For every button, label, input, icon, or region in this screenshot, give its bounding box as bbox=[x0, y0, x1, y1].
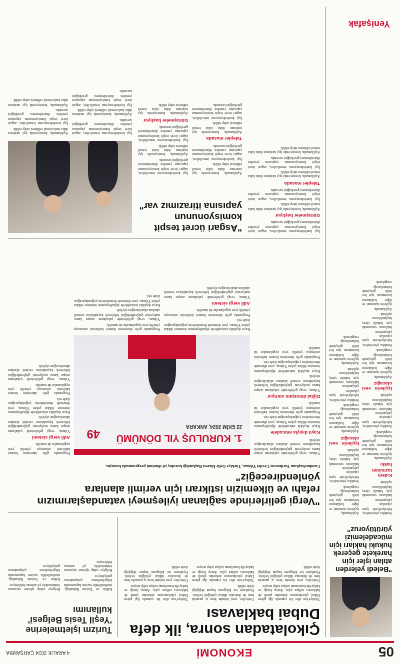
right-article-subhead: Kıdem tazminatı hakkı bbox=[372, 462, 392, 478]
main-article-paragraph: Yılmaz, vergi gelirlerinde yakalanan artışın kamu maliyesini güçlendirdiğini belirterek kaynakların verimli alanlara aktarılacağını söyledi. bbox=[254, 437, 320, 455]
side-article-paragraph: Kültür ve Turizm Bakanlığı, sürdürülebilir turizm kapsamında belgelendirme çalışmalarını genişletiyor. bbox=[64, 573, 112, 591]
main-article-col-1 bbox=[254, 245, 320, 455]
side-article-col-2 bbox=[8, 517, 60, 591]
top-article-paragraph: Türkiye'nin dört bir yanında ilgi gören Dubai çikolatasının ardından şimdi de baklavası raflara çıktı. Antep fıstığı ve kadayıfla hazırlanan tatlıya talep artıyor. bbox=[192, 565, 254, 583]
top-article-paragraph: Üreticiler, yeni ürünün hem iç pazarda hem de ihracatta dikkat çektiğini belirtti. Fiyatların ise kilogram başına değiştiği ifade edildi. bbox=[192, 583, 254, 601]
side-headline: Turizm işletmelerine 'Yeşil Tesis Belgesi' kullanımı bbox=[25, 605, 112, 635]
section-title: EKONOMİ bbox=[196, 646, 253, 658]
main-article-paragraph: Kayıt dışılıkla mücadelede dijitalleşmenin önemine dikkat çeken Yılmaz, yeni dönemde denetimlerin yoğunlaşacağını ifade etti. bbox=[254, 415, 320, 429]
bottom-article-paragraph: Açıklamada, komisyonda işçi tarafının daha fazla temsil edilmesi talep edildi. bbox=[8, 98, 68, 107]
person-figure bbox=[36, 141, 70, 197]
top-article-paragraph: Türkiye'nin dört bir yanında ilgi gören Dubai çikolatasının ardından şimdi de baklavası raflara çıktı. Antep fıstığı ve kadayıfla hazırlanan tatlıya talep artıyor. bbox=[124, 583, 188, 601]
banner-number: 49 bbox=[86, 427, 100, 441]
column-divider bbox=[325, 7, 326, 637]
banner-subtitle: 22 EKİM 2024, ANKARA bbox=[185, 423, 242, 429]
right-article-paragraph: Sendika yöneticileri, belediyelerde işten çıkarılan çalışanların haklarını savunmak için hukuki süreç başlattıklarını açıkladı. bbox=[362, 480, 392, 515]
bottom-article-subhead: Talepler masada bbox=[284, 180, 320, 186]
right-article-paragraph: Açıklamada, işçilerin tazminat ve diğer haklarının korunması için her türlü girişimde bulunulacağı vurgulandı. bbox=[329, 334, 359, 366]
bottom-article-photo bbox=[8, 141, 132, 233]
section-divider bbox=[8, 512, 320, 513]
person-face bbox=[44, 195, 62, 213]
lectern bbox=[128, 335, 196, 359]
bottom-article-paragraph: Açıklamada, komisyonda işçi tarafının daha fazla temsil edilmesi talep edildi. bbox=[72, 107, 132, 117]
top-article-col-2 bbox=[192, 521, 254, 601]
right-article-paragraph: Açıklamada, işçilerin tazminat ve diğer haklarının korunması için her türlü girişimde bulunulacağı vurgulandı. bbox=[362, 348, 392, 379]
main-headline: "Vergi gelirlerinde sağlanan iyileşmeyi vatandaşlarımızın refahı ve ülkemizin istikrarı için verimli alanlara yönlendireceğiz" bbox=[37, 471, 320, 507]
bottom-article-paragraph: İşçi konfederasyonu temsilcileri, asgari ücret tespit komisyonunun yapısının yeniden düzenlenmesi gerektiğini savundu. bbox=[248, 155, 320, 169]
bottom-article-paragraph: Açıklamada, komisyonda işçi tarafının daha fazla temsil edilmesi talep edildi. bbox=[192, 121, 242, 134]
main-article-col-2 bbox=[164, 245, 250, 331]
bottom-article-paragraph: Açıklamada, komisyonda işçi tarafının daha fazla temsil edilmesi talep edildi. bbox=[138, 102, 188, 116]
top-article-paragraph: Üreticiler, yeni ürünün hem iç pazarda hem de ihracatta dikkat çektiğini belirtti. Fiyatların ise kilogram başına değiştiği ifade edildi. bbox=[258, 565, 320, 583]
main-article-subhead: Kayıt dışıyla mücadele bbox=[270, 430, 320, 436]
bottom-article-subhead: Görüşmeler başlıyor bbox=[275, 212, 320, 218]
person-figure bbox=[88, 141, 118, 193]
person-figure bbox=[342, 577, 380, 611]
bottom-article-paragraph: İşçi konfederasyonu temsilcileri, asgari ücret tespit komisyonunun yapısının yeniden düzenlenmesi gerektiğini savundu. bbox=[248, 187, 320, 201]
right-article-paragraph: Açıklamada, işçilerin tazminat ve diğer haklarının korunması için her türlü girişimde bulunulacağı vurgulandı. bbox=[329, 403, 359, 434]
main-article-paragraph: Yılmaz, vergi gelirlerinde yakalanan artışın kamu maliyesini güçlendirdiğini belirterek kaynakların verimli alanlara aktarılacağını söyledi. bbox=[8, 363, 70, 382]
bottom-article-paragraph: İşçi konfederasyonu temsilcileri, asgari ücret tespit komisyonunun yapısının yeniden düzenlenmesi gerektiğini savundu. bbox=[248, 220, 320, 233]
top-headline: Çıkolatadan sonra, ilk defa Dubai baklavası bbox=[129, 605, 320, 638]
main-article-paragraph: Programda gelir idaresinin hizmet kalitesini artırmaya yönelik yeni uygulamalar da tanıtıldı. bbox=[8, 442, 70, 455]
right-article-col-1 bbox=[362, 45, 392, 515]
main-article-paragraph: Yılmaz, vergi gelirlerinde yakalanan artışın kamu maliyesini güçlendirdiğini belirterek kaynakların verimli alanlara aktarılacağını söyledi. bbox=[164, 285, 250, 299]
top-article-col-3 bbox=[124, 521, 188, 601]
main-article-paragraph: Programda gelir idaresinin hizmet kalitesini artırmaya yönelik yeni uygulamalar da tanıtıldı. bbox=[8, 382, 70, 396]
main-article-paragraph: Yılmaz, vergi gelirlerinde yakalanan artışın kamu maliyesini güçlendirdiğini belirterek kaynakların verimli alanlara aktarılacağını söyledi. bbox=[8, 415, 70, 433]
bottom-article-subhead: Görüşmeler başlıyor bbox=[143, 117, 188, 123]
page-number: 05 bbox=[378, 644, 394, 660]
bottom-article-col-5 bbox=[8, 7, 68, 135]
bottom-article-col-1 bbox=[248, 7, 320, 233]
bottom-article-col-4 bbox=[72, 7, 132, 135]
section-divider bbox=[8, 238, 320, 239]
main-article-subhead: Dijital dönüşüm sürüyor bbox=[267, 393, 320, 399]
main-article-paragraph: Programda gelir idaresinin hizmet kalitesini artırmaya yönelik yeni uygulamalar da tanıtıldı. bbox=[254, 401, 320, 414]
bottom-article-paragraph: İşçi konfederasyonu temsilcileri, asgari ücret tespit komisyonunun yapısının yeniden düzenlenmesi gerektiğini savundu. bbox=[138, 124, 188, 143]
main-article-paragraph: Yılmaz, vergi gelirlerinde yakalanan artışın kamu maliyesini güçlendirdiğini belirterek kaynakların verimli alanlara aktarılacağını söyledi. bbox=[254, 374, 320, 392]
right-headline: "Beledi yelerden atılan işler için harekete geçerek hukuki hakları için mücadelemizi yürütüyoruz" bbox=[329, 525, 392, 574]
side-article-paragraph: Kültür ve Turizm Bakanlığı, sürdürülebilir turizm kapsamında belgelendirme çalışmalarını genişletiyor. bbox=[8, 563, 60, 582]
column-divider bbox=[117, 517, 118, 637]
bottom-article-paragraph: İşçi konfederasyonu temsilcileri, asgari ücret tespit komisyonunun yapısının yeniden düzenlenmesi gerektiğini savundu. bbox=[138, 157, 188, 175]
page-header bbox=[6, 641, 394, 661]
banner-title: 1. KURULUŞ YIL DÖNÜMÜ bbox=[116, 432, 242, 443]
brand-logo: Yenişafak bbox=[348, 19, 390, 29]
top-article-paragraph: Türkiye'nin dört bir yanında ilgi gören Dubai çikolatasının ardından şimdi de baklavası raflara çıktı. Antep fıstığı ve kadayıfla hazırlanan tatlıya talep artıyor. bbox=[258, 583, 320, 601]
bottom-article-paragraph: İşçi konfederasyonu temsilcileri, asgari ücret tespit komisyonunun yapısının yeniden düzenlenmesi gerektiğini savundu. bbox=[192, 143, 242, 161]
bottom-article-paragraph: İşçi konfederasyonu temsilcileri, asgari ücret tespit komisyonunun yapısının yeniden düzenlenmesi gerektiğini savundu. bbox=[192, 102, 242, 120]
bottom-article-paragraph: Açıklamada, komisyonda işçi tarafının daha fazla temsil edilmesi talep edildi. bbox=[138, 143, 188, 157]
side-article-paragraph: Belgeye sahip işletme sayısının önümüzdeki yıl artması bekleniyor. bbox=[64, 559, 112, 573]
bottom-article-paragraph: Açıklamada, komisyonda işçi tarafının daha fazla temsil edilmesi talep edildi. bbox=[248, 202, 320, 211]
speaker-face bbox=[154, 393, 170, 411]
issue-date: 4 ARALIK 2024 ÇARŞAMBA bbox=[6, 649, 70, 655]
main-article-paragraph: Kayıt dışılıkla mücadelede dijitalleşmenin önemine dikkat çeken Yılmaz, yeni dönemde denetimlerin yoğunlaşacağını ifade etti. bbox=[74, 294, 160, 307]
right-article-paragraph: Açıklamada, işçilerin tazminat ve diğer haklarının korunması için her türlü girişimde bulunulacağı vurgulandı. bbox=[329, 484, 359, 515]
main-article-paragraph: Yılmaz, vergi gelirlerinde yakalanan artışın kamu maliyesini güçlendirdiğini belirterek kaynakların verimli alanlara aktarılacağını söyledi. bbox=[74, 308, 160, 322]
bottom-article-col-3 bbox=[138, 7, 188, 175]
bottom-article-paragraph: Açıklamada, komisyonda işçi tarafının daha fazla temsil edilmesi talep edildi. bbox=[192, 162, 242, 175]
person-face bbox=[352, 607, 370, 627]
portrait-photo bbox=[330, 577, 392, 637]
main-article-paragraph: Programda gelir idaresinin hizmet kalitesini artırmaya yönelik yeni uygulamalar da tanıtıldı. bbox=[164, 308, 250, 317]
bottom-article-col-2 bbox=[192, 7, 242, 175]
top-article-paragraph: Üreticiler, yeni ürünün hem iç pazarda hem de ihracatta dikkat çektiğini belirtti. Fiyatların ise kilogram başına değiştiği ifade edildi. bbox=[124, 565, 188, 583]
bottom-article-paragraph: Açıklamada, komisyonda işçi tarafının daha fazla temsil edilmesi talep edildi. bbox=[248, 169, 320, 179]
bottom-article-paragraph: İşçi konfederasyonu temsilcileri, asgari ücret tespit komisyonunun yapısının yeniden düzenlenmesi gerektiğini savundu. bbox=[72, 89, 132, 107]
bottom-headline: "Asgari ücret tespit komisyonunun yapısına itirazımız var" bbox=[139, 200, 242, 233]
right-article-paragraph: Sendika yöneticileri, belediyelerde işten çıkarılan çalışanların haklarını savunmak için hukuki süreç başlattıklarını açıkladı. bbox=[362, 393, 392, 429]
bottom-article-paragraph: Açıklamada, komisyonda işçi tarafının daha fazla temsil edilmesi talep edildi. bbox=[8, 126, 68, 135]
right-article-paragraph: Açıklamada, işçilerin tazminat ve diğer haklarının korunması için her türlü girişimde bulunulacağı vurgulandı. bbox=[362, 429, 392, 461]
person-face bbox=[96, 191, 112, 207]
bottom-article-subhead: Talepler masada bbox=[206, 136, 242, 142]
main-article-paragraph: Kayıt dışılıkla mücadelede dijitalleşmenin önemine dikkat çeken Yılmaz, yeni dönemde denetimlerin yoğunlaşacağını ifade etti. bbox=[254, 360, 320, 373]
main-article-paragraph: Programda gelir idaresinin hizmet kalitesini artırmaya yönelik yeni uygulamalar da tanıtıldı. bbox=[74, 322, 160, 331]
main-article-col-3 bbox=[74, 245, 160, 331]
bottom-article-paragraph: İşçi konfederasyonu temsilcileri, asgari ücret tespit komisyonunun yapısının yeniden düzenlenmesi gerektiğini savundu. bbox=[8, 107, 68, 126]
main-article-paragraph: Kayıt dışılıkla mücadelede dijitalleşmenin önemine dikkat çeken Yılmaz, yeni dönemde denetimlerin yoğunlaşacağını ifade etti. bbox=[164, 318, 250, 331]
main-article-paragraph: Programda gelir idaresinin hizmet kalitesini artırmaya yönelik yeni uygulamalar da tanıtıldı. bbox=[254, 345, 320, 359]
right-article-paragraph: Sendika yöneticileri, belediyelerde işten çıkarılan çalışanların haklarını savunmak için hukuki süreç başlattıklarını açıkladı. bbox=[329, 366, 359, 402]
side-article-col-1 bbox=[64, 517, 112, 591]
event-banner-photo bbox=[74, 335, 250, 455]
right-article-subhead: İşçilerin sesi olacağız bbox=[329, 435, 359, 446]
right-article-paragraph: Sendika yöneticileri, belediyelerde işten çıkarılan çalışanların haklarını savunmak için hukuki süreç başlattıklarını açıkladı. bbox=[362, 311, 392, 347]
right-article-col-2 bbox=[329, 45, 359, 515]
main-article-subhead: Adil vergi sistemi bbox=[31, 434, 70, 440]
banner-stripe bbox=[74, 449, 250, 455]
top-article-col-1 bbox=[258, 521, 320, 601]
main-deck: Cumhurbaşkanı Yardımcısı Cevdet Yılmaz, Türkiye Gelir İdaresi Başkanlığı kuruluş yıl dönümü programında konuştu. bbox=[105, 464, 320, 469]
main-article-paragraph: Kayıt dışılıkla mücadelede dijitalleşmenin önemine dikkat çeken Yılmaz, yeni dönemde denetimlerin yoğunlaşacağını ifade etti. bbox=[8, 396, 70, 414]
bottom-article-paragraph: İşçi konfederasyonu temsilcileri, asgari ücret tespit komisyonunun yapısının yeniden düzenlenmesi gerektiğini savundu. bbox=[72, 117, 132, 135]
right-article-subhead: İşçilerin sesi olacağız bbox=[362, 380, 392, 392]
main-article-subhead: Adil vergi sistemi bbox=[211, 300, 250, 306]
bottom-article-paragraph: Açıklamada, komisyonda işçi tarafının daha fazla temsil edilmesi talep edildi. bbox=[248, 145, 320, 155]
right-article-paragraph: Sendika yöneticileri, belediyelerde işten çıkarılan çalışanların haklarını savunmak için hukuki süreç başlattıklarını açıkladı. bbox=[329, 448, 359, 484]
right-article-paragraph: Açıklamada, işçilerin tazminat ve diğer haklarının korunması için her türlü girişimde bulunulacağı vurgulandı. bbox=[362, 280, 392, 311]
side-article-paragraph: Belgeye sahip işletme sayısının önümüzdeki yıl artması bekleniyor. bbox=[8, 582, 60, 591]
main-article-col-4 bbox=[8, 245, 70, 455]
